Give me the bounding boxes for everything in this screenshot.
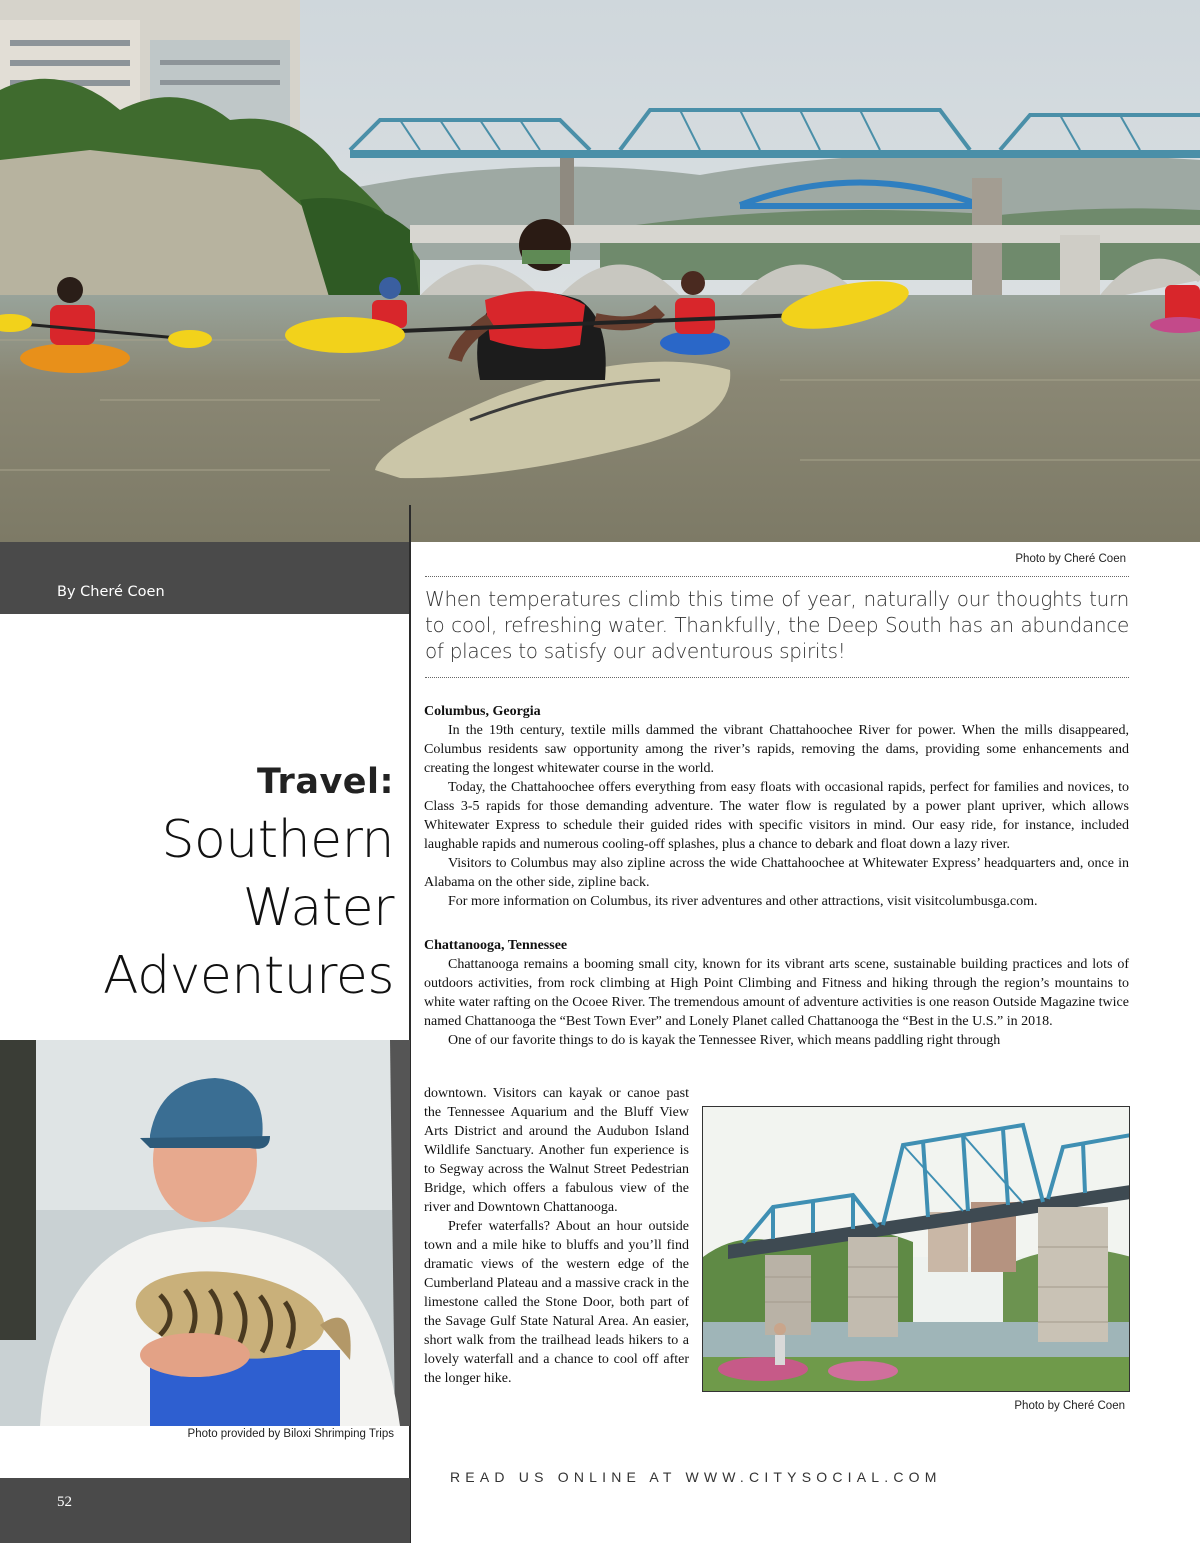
paragraph: downtown. Visitors can kayak or canoe past the Tennessee Aquarium and the Bluff View Arts District and around the Audubon Island Wildlife Sanctuary. Another fun experience is to Segway across the Walnut Street Pedestrian Bridge, which offers a fabulous view of the river and Downtown Chattanooga.	[424, 1086, 689, 1215]
title-kicker: Travel:	[257, 762, 394, 802]
fish-photo-caption: Photo provided by Biloxi Shrimping Trips	[187, 1428, 394, 1440]
title-line-3: Adventures	[102, 946, 394, 1006]
footer-url: READ US ONLINE AT WWW.CITYSOCIAL.COM	[450, 1469, 942, 1485]
section-heading-chattanooga: Chattanooga, Tennessee	[424, 938, 568, 953]
section-heading-columbus: Columbus, Georgia	[424, 704, 541, 719]
fish-photo	[0, 1040, 410, 1426]
intro-bottom-rule	[425, 677, 1129, 678]
byline-bar	[0, 542, 410, 614]
paragraph: One of our favorite things to do is kayak the Tennessee River, which means paddling right through	[448, 1033, 1001, 1048]
title-line-2: Water	[242, 878, 394, 938]
paragraph: For more information on Columbus, its river adventures and other attractions, visit visitcolumbusga.com.	[448, 894, 1038, 909]
page-number: 52	[57, 1494, 72, 1510]
byline: By Cheré Coen	[57, 584, 165, 600]
man-holding-pufferfish-photo-icon	[0, 1040, 410, 1426]
hero-photo-caption: Photo by Cheré Coen	[1015, 553, 1126, 565]
hero-photo	[0, 0, 1200, 542]
paragraph: Today, the Chattahoochee offers everything from easy floats with occasional rapids, perfect for families and novices, to Class 3-5 rapids for those demanding adventure. The water flow is regulated by a power plant upriver, which allows Whitewater Express to schedule their guided rides with specific visitors in mind. Our easy ride, for instance, included laughable rapids and numerous cooling-off splashes, plus a chance to debark and float down a lazy river.	[424, 780, 1129, 852]
paragraph: Chattanooga remains a booming small city, known for its vibrant arts scene, sustainable building practices and lots of outdoors activities, from rock climbing at High Point Climbing and Fitness and hiking through the region’s mountains to white water rafting on the Ocoee River. The tremendous amount of adventure activities is one reason Outside Magazine twice named Chattanooga the “Best Town Ever” and Lonely Planet called Chattanooga the “Best in the U.S.” in 2018.	[424, 957, 1129, 1029]
article-body	[424, 702, 1129, 1050]
paragraph: In the 19th century, textile mills dammed the vibrant Chattahoochee River for power. When the mills disappeared, Columbus residents saw opportunity among the river’s rapids, removing the dams, providing some enhancements and creating the longest whitewater course in the world.	[424, 723, 1129, 776]
bridge-photo	[702, 1106, 1130, 1392]
bridge-photo-caption: Photo by Cheré Coen	[1014, 1400, 1125, 1412]
paragraph: Prefer waterfalls? About an hour outside town and a mile hike to bluffs and you’ll find dramatic views of the western edge of the Cumberland Plateau and a massive crack in the limestone called the Stone Door, both part of the Savage Gulf State Natural Area. An easier, short walk from the trailhead leads hikers to a lovely waterfall and a chance to cool off after the longer hike.	[424, 1219, 689, 1386]
walnut-street-bridge-photo-icon	[703, 1107, 1130, 1392]
title-line-1: Southern	[161, 810, 394, 870]
intro-text: When temperatures climb this time of year, naturally our thoughts turn to cool, refreshing water. Thankfully, the Deep South has an abundance of places to satisfy our adventurous spirits!	[425, 587, 1129, 663]
article-title	[14, 758, 394, 1010]
intro-top-rule	[425, 576, 1129, 577]
kayakers-under-bridge-photo-icon	[0, 0, 1200, 542]
folio-bar	[0, 1478, 410, 1543]
paragraph: Visitors to Columbus may also zipline across the wide Chattahoochee at Whitewater Express’ headquarters and, once in Alabama on the other side, zipline back.	[424, 856, 1129, 890]
article-body-narrow	[424, 1084, 689, 1388]
